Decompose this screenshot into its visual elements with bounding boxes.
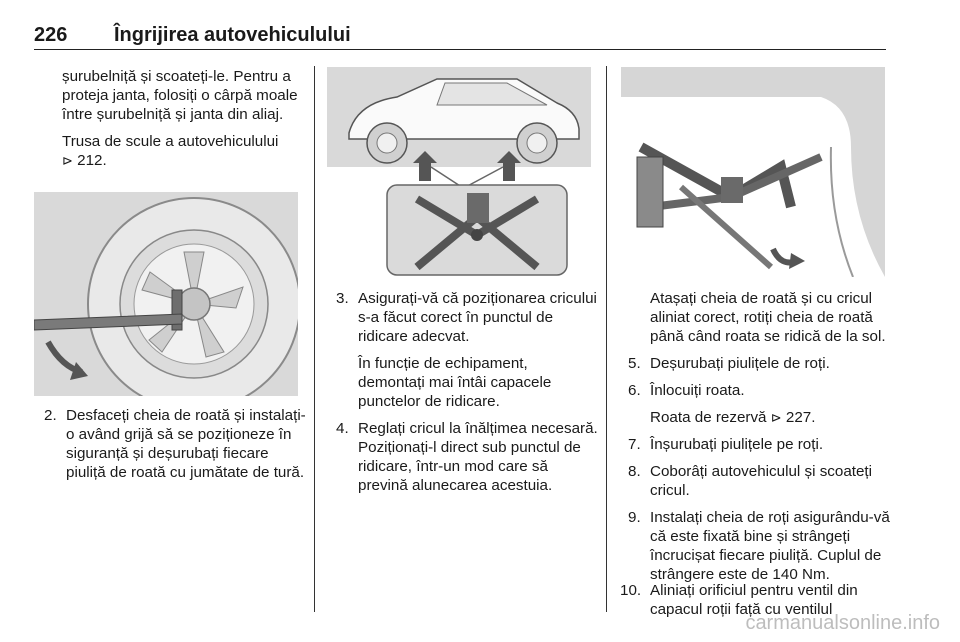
column-divider-1: [314, 66, 315, 612]
illustration-jack-lifting: [621, 67, 885, 277]
step-3-note: În funcție de echipament, demontați mai întâi capacele punctelor de ridicare.: [358, 355, 552, 410]
column-divider-2: [606, 66, 607, 612]
page-ref: 212.: [77, 152, 107, 169]
step-7: 7. Înșurubați piulițele pe roți.: [628, 436, 824, 453]
step-3: 3. Asigurați-vă că poziționarea cricului s-a făcut corect în punctul de ridicare adecvat.: [336, 290, 597, 345]
step-8: 8. Coborâți autovehiculul și scoateți cricul.: [628, 463, 873, 499]
watermark: carmanualsonline.info: [745, 612, 940, 634]
column-2-text: [336, 289, 598, 503]
page-number: 226: [34, 24, 68, 46]
column-1-text-bottom: [44, 406, 306, 490]
paragraph-toolkit: Trusa de scule a autovehiculului ⊳ 212.: [62, 133, 279, 169]
page-header: [34, 24, 886, 54]
step-10: 10. Aliniați orificiul pentru ventil din capacul roții față cu ventilul: [620, 582, 858, 618]
page-ref: 227.: [785, 409, 816, 426]
step-6: 6. Înlocuiți roata.: [628, 382, 745, 399]
step-4: 4. Reglați cricul la înălțimea necesară. Poziționați-l direct sub punctul de ridicare, într-un mod care să prevină alunecarea acestuia.: [336, 420, 598, 494]
illustration-wheel-wrench: [34, 192, 298, 396]
step-2: 2. Desfaceți cheia de roată și instalați-o având grijă să se poziționeze în siguranță și deșurubați fiecare piuliță de roată cu jumătate de tură.: [44, 407, 306, 481]
step-9: 9. Instalați cheia de roți asigurându-vă că este fixată bine și strângeți încrucișat fiecare piuliță. Cuplul de strângere este de 140 Nm.: [628, 509, 890, 583]
illustration-car-lift-points: [327, 67, 591, 277]
paragraph-screwdriver: șurubelniță și scoateți-le. Pentru a proteja janta, folosiți o cârpă moale între șurubelniță și janta din aliaj.: [62, 68, 298, 123]
page-title: Îngrijirea autovehiculului: [114, 24, 351, 46]
column-3-text: [628, 289, 892, 592]
step-5: 5. Deșurubați piulițele de roți.: [628, 355, 830, 372]
lift-instruction: Atașați cheia de roată și cu cricul aliniat corect, rotiți cheia de roată până când roata se ridică de la sol.: [650, 290, 886, 345]
page-ref-icon: ⊳: [770, 410, 782, 425]
step-6-note: Roata de rezervă ⊳ 227.: [650, 409, 816, 426]
page-ref-icon: ⊳: [62, 153, 73, 168]
header-rule: [34, 49, 886, 50]
column-1-text-top: [62, 67, 306, 178]
